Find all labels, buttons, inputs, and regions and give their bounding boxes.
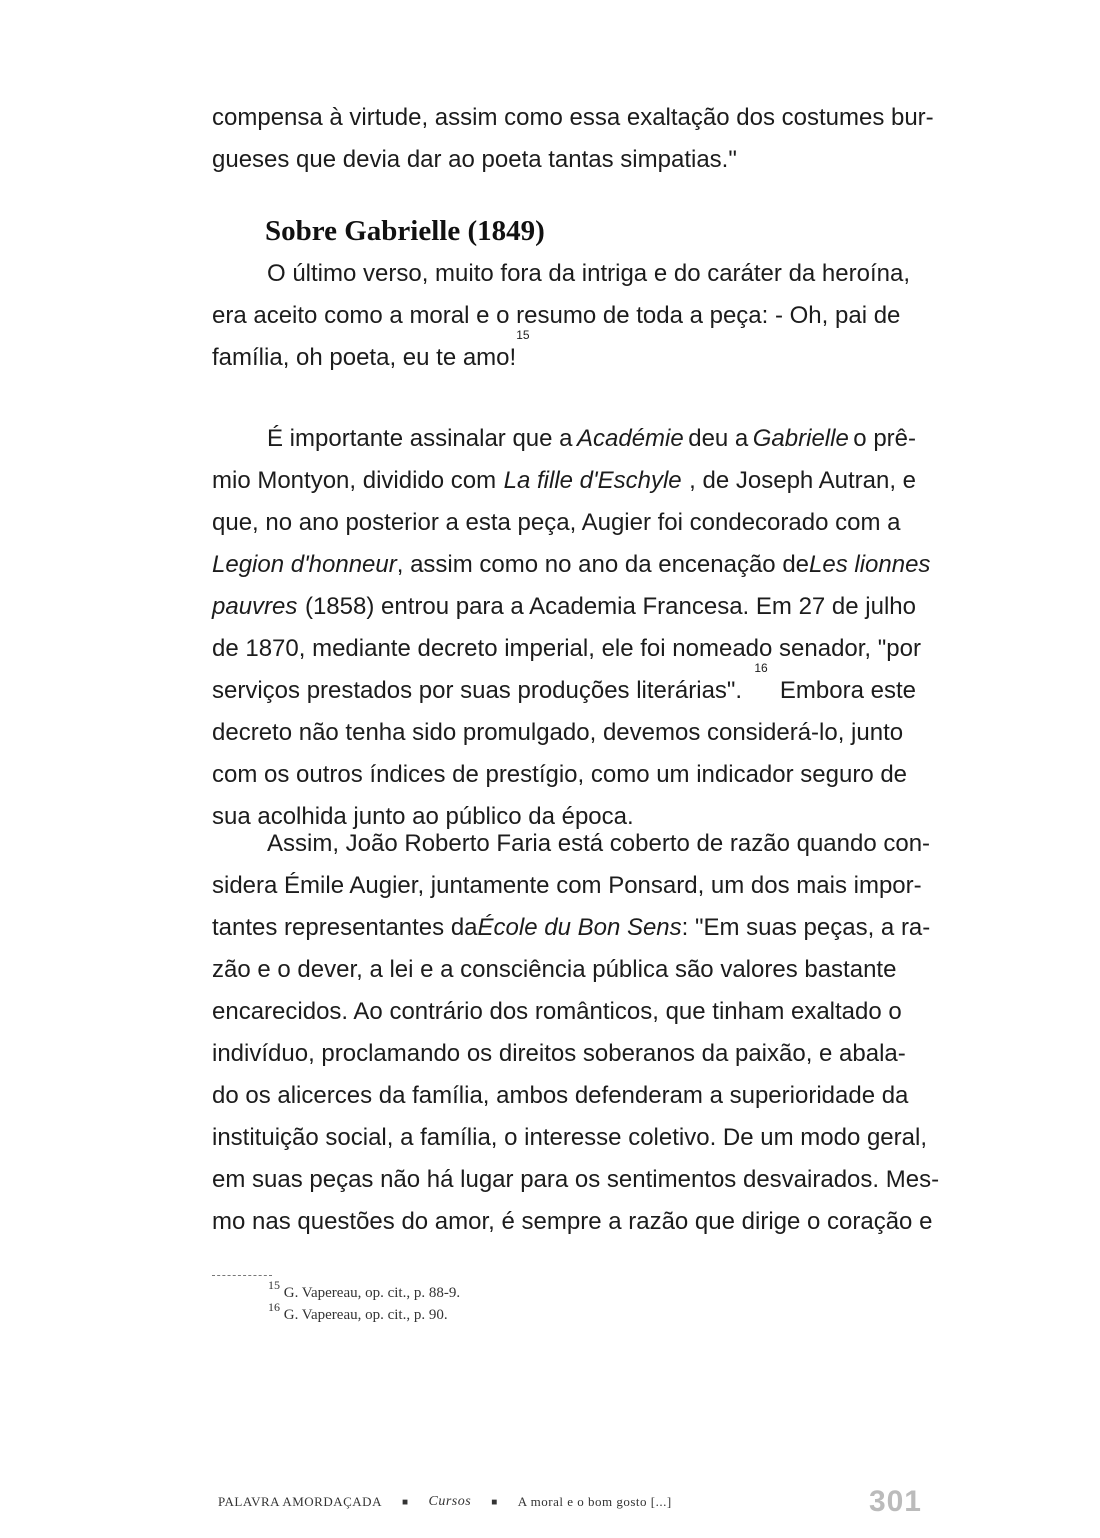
text-line: sua acolhida junto ao público da época.	[212, 803, 634, 830]
footnote: $^{15}$ G. Vapereau, op. cit., p. 88-9.	[268, 1278, 461, 1301]
footnotes	[268, 1278, 461, 1326]
section-heading: Sobre Gabrielle (1849)	[265, 215, 545, 247]
text-line: sidera Émile Augier, juntamente com Ponsard, um dos mais impor-	[212, 872, 922, 899]
text-line: decreto não tenha sido promulgado, devemos considerá-lo, junto	[212, 719, 904, 746]
text-line: zão e o dever, a lei e a consciência pública são valores bastante	[212, 956, 897, 983]
separator-icon: ■	[491, 1496, 498, 1508]
footnote-divider	[212, 1275, 272, 1276]
book-title: PALAVRA AMORDAÇADA	[218, 1494, 382, 1509]
text-line: É importante assinalar que a Académie deu a Gabrielle o prê-	[267, 425, 916, 452]
running-footer	[218, 1485, 922, 1519]
block-quote	[212, 253, 916, 379]
text-line: Legion d'honneur , assim como no ano da encenação de Les lionnes	[212, 551, 931, 578]
footnote-ref: 15	[516, 328, 530, 342]
text-line: compensa à virtude, assim como essa exaltação dos costumes bur-	[212, 104, 934, 131]
series-title: Cursos	[428, 1494, 472, 1509]
text-line: instituição social, a família, o interesse coletivo. De um modo geral,	[212, 1124, 927, 1151]
text-line: de 1870, mediante decreto imperial, ele foi nomeado senador, "por	[212, 635, 921, 662]
text-line: gueses que devia dar ao poeta tantas simpatias."	[212, 146, 737, 173]
text-line: indivíduo, proclamando os direitos soberanos da paixão, e abala-	[212, 1040, 906, 1067]
paragraph-1	[212, 418, 931, 838]
text-line: mio Montyon, dividido com La fille d'Eschyle , de Joseph Autran, e	[212, 467, 916, 494]
text-line: família, oh poeta, eu te amo! $^{15}$	[212, 337, 916, 379]
text-line: que, no ano posterior a esta peça, Augier foi condecorado com a	[212, 509, 901, 536]
text-line: encarecidos. Ao contrário dos românticos, que tinham exaltado o	[212, 998, 902, 1025]
text-line: com os outros índices de prestígio, como um indicador seguro de	[212, 761, 908, 788]
text-line: em suas peças não há lugar para os sentimentos desvairados. Mes-	[212, 1166, 940, 1193]
footnote: $^{16}$ G. Vapereau, op. cit., p. 90.	[268, 1300, 448, 1323]
page-number: 301	[868, 1485, 922, 1518]
text-line: serviços prestados por suas produções literárias". $^{16}$ Embora este	[212, 670, 916, 712]
text-line: O último verso, muito fora da intriga e do caráter da heroína,	[267, 260, 910, 287]
text-line: do os alicerces da família, ambos defenderam a superioridade da	[212, 1082, 909, 1109]
footnote-ref: 16	[754, 661, 768, 675]
text-line: mo nas questões do amor, é sempre a razão que dirige o coração e	[212, 1208, 933, 1235]
carryover-paragraph	[212, 97, 934, 181]
text-line: pauvres (1858) entrou para a Academia Francesa. Em 27 de julho	[212, 593, 916, 620]
paragraph-2	[212, 823, 940, 1243]
chapter-title: A moral e o bom gosto [...]	[517, 1494, 672, 1509]
text-line: tantes representantes da École du Bon Sens : "Em suas peças, a ra-	[212, 914, 931, 941]
separator-icon: ■	[401, 1496, 409, 1508]
text-line: era aceito como a moral e o resumo de toda a peça: - Oh, pai de	[212, 302, 901, 329]
text-line: Assim, João Roberto Faria está coberto de razão quando con-	[267, 830, 931, 857]
